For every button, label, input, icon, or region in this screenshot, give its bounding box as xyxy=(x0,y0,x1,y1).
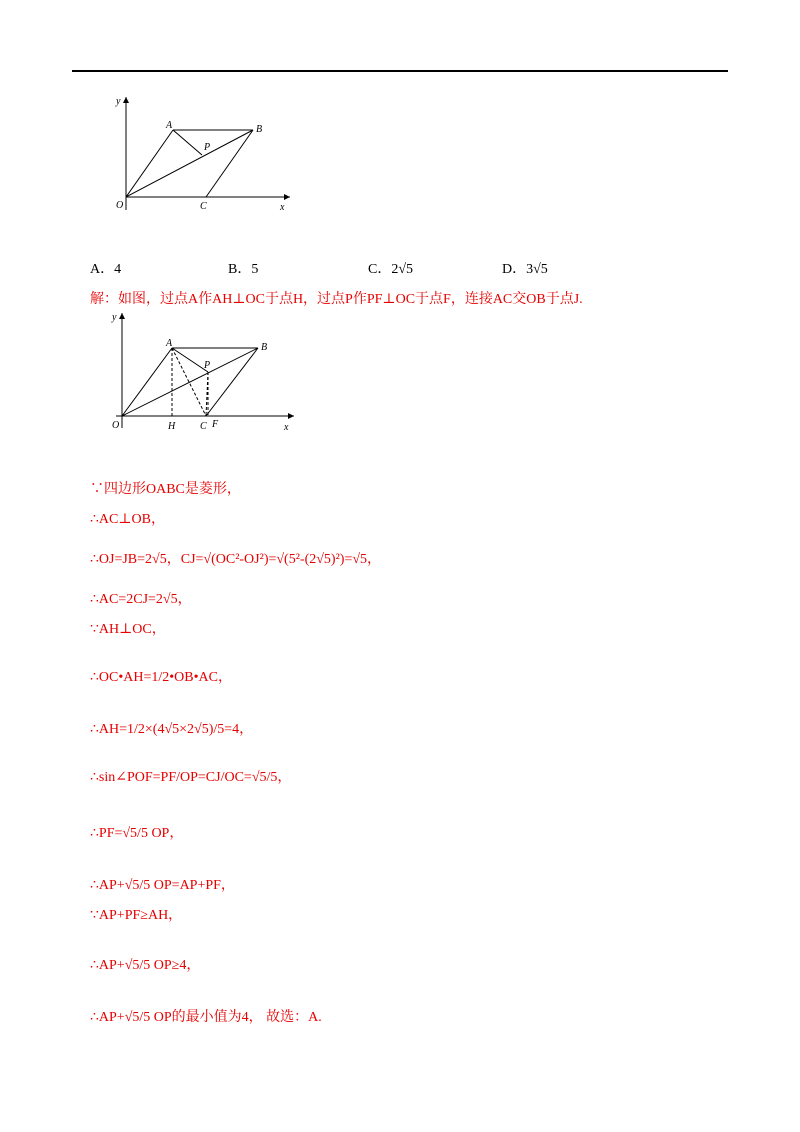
fig1-label-y: y xyxy=(116,96,121,107)
option-d: D．3√5 xyxy=(502,262,548,277)
header-rule xyxy=(72,70,728,72)
fig1-label-p: P xyxy=(204,142,211,153)
solution-intro: 解：如图，过点A作AH⊥OC于点H，过点P作PF⊥OC于点F，连接AC交OB于点J. xyxy=(90,292,583,307)
fig1-label-o: O xyxy=(116,200,124,211)
step-ac-perp-ob: ∴AC⊥OB， xyxy=(90,512,165,527)
step-inequality-result: ∴AP+√5/5 OP≥4， xyxy=(90,958,201,973)
step-triangle-inequality: ∵AP+PF≥AH， xyxy=(90,908,183,923)
step-ac-value: ∴AC=2CJ=2√5， xyxy=(90,592,192,607)
step-conclusion: ∴AP+√5/5 OP的最小值为4， 故选：A. xyxy=(90,1010,322,1025)
figure-rhombus-1 xyxy=(108,92,298,212)
step-ap-pf: ∴AP+√5/5 OP=AP+PF， xyxy=(90,878,235,893)
step-ah-value: ∴AH=1/2×(4√5×2√5)/5=4， xyxy=(90,722,254,737)
fig2-label-f: F xyxy=(212,419,219,430)
step-rhombus: ∵四边形OABC是菱形， xyxy=(90,482,241,497)
fig2-label-h: H xyxy=(168,421,176,432)
option-c: C．2√5 xyxy=(368,262,414,277)
step-sin-pof: ∴sin∠POF=PF/OP=CJ/OC=√5/5， xyxy=(90,770,292,785)
fig1-label-x: x xyxy=(280,202,285,212)
option-b: B．5 xyxy=(228,262,259,277)
fig2-label-c: C xyxy=(200,421,207,432)
fig2-label-o: O xyxy=(112,420,120,431)
fig1-label-a: A xyxy=(166,120,173,131)
step-ah-perp-oc: ∵AH⊥OC， xyxy=(90,622,166,637)
fig2-label-a: A xyxy=(166,338,173,349)
step-area-equation: ∴OC•AH=1/2•OB•AC， xyxy=(90,670,232,685)
step-pf: ∴PF=√5/5 OP， xyxy=(90,826,184,841)
fig2-label-b: B xyxy=(261,342,268,353)
fig2-label-p: P xyxy=(204,360,211,371)
step-oj-cj: ∴OJ=JB=2√5，CJ=√(OC²-OJ²)=√(5²-(2√5)²)=√5， xyxy=(90,552,382,567)
fig2-label-x: x xyxy=(284,422,289,433)
option-a: A．4 xyxy=(90,262,122,277)
fig1-label-c: C xyxy=(200,201,207,212)
fig1-label-b: B xyxy=(256,124,263,135)
figure-rhombus-2 xyxy=(108,308,298,433)
fig2-label-y: y xyxy=(112,312,117,323)
